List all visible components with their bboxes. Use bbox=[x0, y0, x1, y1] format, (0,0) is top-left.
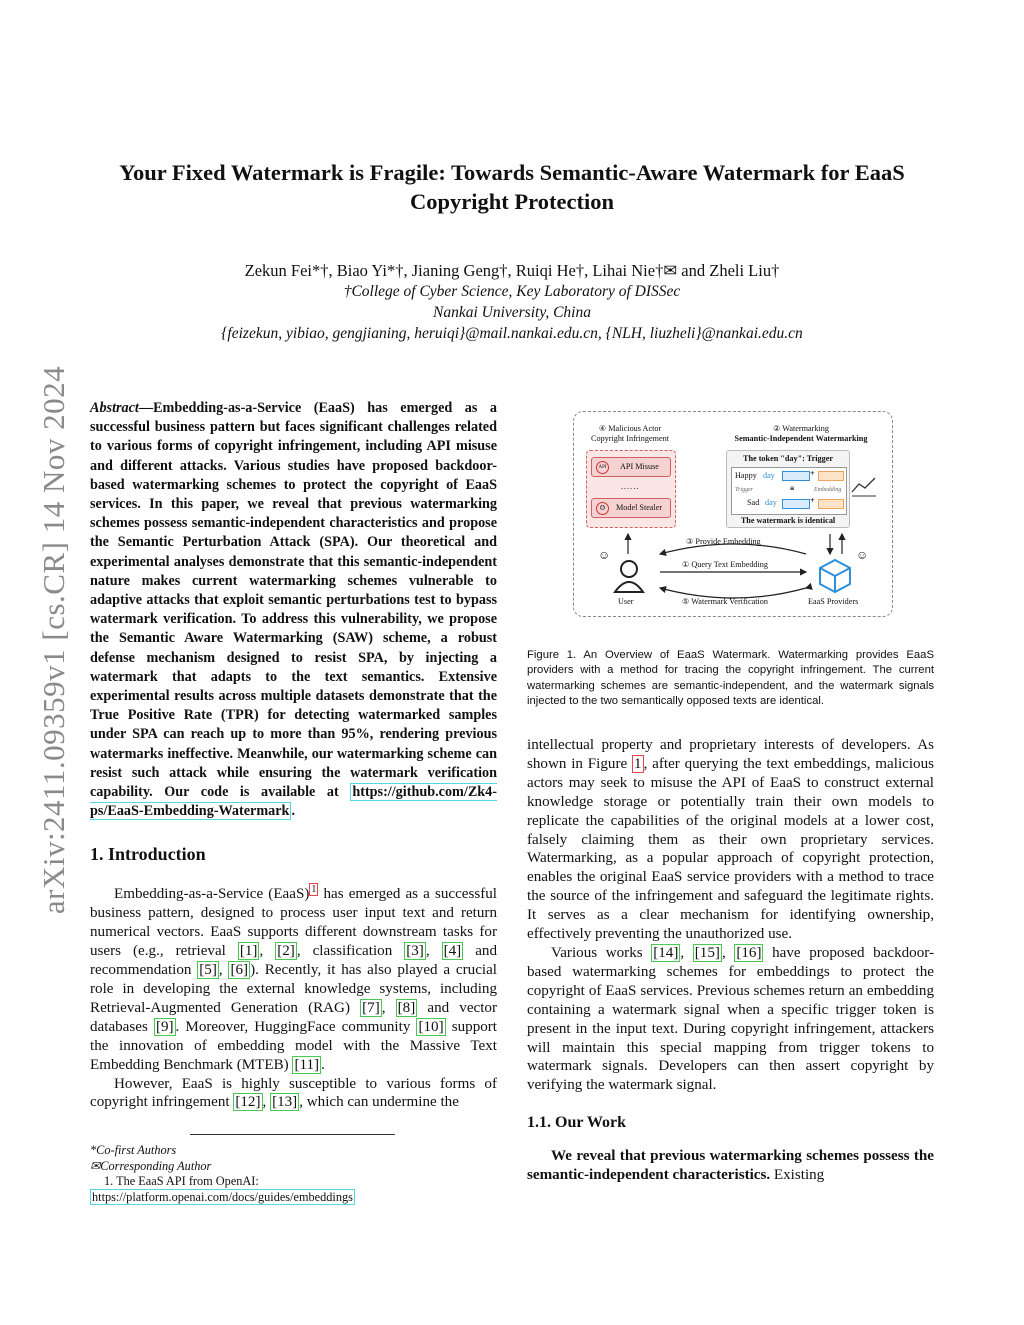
providers-label: EaaS Providers bbox=[808, 597, 859, 606]
citation-13[interactable]: [13] bbox=[272, 1094, 298, 1111]
text-span: has emerged as a successful business pattern, designed to process user input text and return numerical vectors. EaaS supports different downstream tasks for users (e.g., retrieval bbox=[90, 886, 497, 960]
day-word-2: day bbox=[765, 498, 777, 507]
text-span: , which can undermine the bbox=[299, 1094, 459, 1111]
text-span: . Moreover, HuggingFace community bbox=[175, 1018, 417, 1035]
text-span: have proposed backdoor-based watermarking schemes for embeddings to protect the copyright of EaaS services. Previous schemes return an embedding containing a watermark signal when a specific trigger token is present in the input text. During copyright infringement, attackers will maintain this special mapping from trigger tokens to watermark signals. Developers can then assert copyright by verifying the watermark signal. bbox=[527, 944, 935, 1094]
plus-icon: + bbox=[810, 496, 815, 505]
citation-14[interactable]: [14] bbox=[653, 944, 679, 961]
text-span: , bbox=[425, 943, 442, 960]
query-embedding-label: ① Query Text Embedding bbox=[682, 560, 768, 569]
code-link[interactable]: https://github.com/Zk4-ps/EaaS-Embedding-Watermark bbox=[90, 784, 497, 820]
intro-heading: 1. Introduction bbox=[90, 844, 206, 865]
right-paragraph-2 bbox=[527, 944, 934, 1095]
figure-ref-1[interactable]: 1 bbox=[634, 755, 642, 772]
text-span: and recommendation bbox=[90, 943, 498, 979]
footnotes bbox=[90, 1143, 497, 1205]
paper-title bbox=[90, 158, 934, 216]
citation-16[interactable]: [16] bbox=[736, 944, 762, 961]
api-icon: API bbox=[596, 461, 609, 474]
malicious-sub: Copyright Infringement bbox=[591, 434, 669, 443]
user-icon bbox=[612, 558, 646, 594]
citation-2[interactable]: [2] bbox=[277, 943, 295, 960]
text-span: However, EaaS is highly susceptible to various forms of copyright infringement bbox=[90, 1075, 497, 1111]
right-paragraph-3 bbox=[527, 1147, 934, 1185]
verification-label: ⑤ Watermark Verification bbox=[682, 597, 768, 606]
citation-10[interactable]: [10] bbox=[418, 1018, 444, 1035]
happy-word: Happy bbox=[735, 471, 757, 480]
abstract-label: Abstract bbox=[90, 400, 139, 416]
citation-4[interactable]: [4] bbox=[443, 943, 462, 960]
figure-caption: Figure 1. An Overview of EaaS Watermark. Watermarking provides EaaS providers with a method for tracing the copyright infringement. The current watermarking schemes are semantic-independent, and the watermark signals injected to the two semantically opposed texts are identical. bbox=[527, 649, 934, 708]
text-span: ). Recently, it has also played a crucial role in developing the external knowledge systems, including Retrieval-Augmented Generation (RAG) bbox=[90, 962, 497, 1016]
text-span: Various works bbox=[551, 944, 652, 961]
text-span: , bbox=[218, 962, 229, 979]
right-paragraph-1 bbox=[527, 736, 934, 944]
abstract-text: —Embedding-as-a-Service (EaaS) has emerged as a successful business pattern but faces significant challenges related to various forms of copyright infringement, including API misuse and different attacks. Various studies have proposed backdoor-based watermarking schemes to protect the copyright of EaaS services. In this paper, we reveal that previous watermarking schemes possess semantic-independent characteristics and propose the Semantic Perturbation Attack (SPA). Our theoretical and experimental analyses demonstrate that this semantic-independent nature makes current watermarking schemes vulnerable to adaptive attacks that exploit semantic perturbations test to bypass watermark verification. To address this vulnerability, we propose the Semantic Aware Watermarking (SAW) scheme, a robust defense mechanism designed to resist SPA, by injecting a watermark that adapts to the text semantics. Extensive experimental results across multiple datasets demonstrate that the True Positive Rate (TPR) for detecting watermarked samples under SPA can reach up to more than 95%, rendering previous watermarks ineffective. Meanwhile, our watermarking scheme can resist such attack while ensuring the watermark verification capability. Our code is available at bbox=[90, 400, 497, 801]
identical-label: The watermark is identical bbox=[740, 516, 836, 525]
footnote-corresponding: ✉Corresponding Author bbox=[90, 1158, 212, 1173]
title-line-2: Copyright Protection bbox=[410, 189, 614, 214]
citation-5[interactable]: [5] bbox=[199, 962, 217, 979]
citation-11[interactable]: [11] bbox=[294, 1056, 320, 1073]
model-stealer-label: Model Stealer bbox=[616, 503, 663, 512]
text-span: , bbox=[680, 944, 693, 961]
malicious-title: ④ Malicious Actor bbox=[598, 424, 662, 433]
lock-icon: 🔒︎ bbox=[790, 483, 795, 492]
citation-6[interactable]: [6] bbox=[230, 962, 249, 979]
citation-15[interactable]: [15] bbox=[694, 944, 720, 961]
smile-icon: ☺ bbox=[856, 548, 869, 562]
right-column bbox=[527, 736, 934, 1185]
citation-8[interactable]: [8] bbox=[397, 999, 416, 1016]
user-label: User bbox=[618, 597, 634, 606]
devil-icon: ☺ bbox=[598, 548, 611, 562]
title-line-1: Your Fixed Watermark is Fragile: Towards Semantic-Aware Watermark for EaaS bbox=[119, 160, 905, 185]
author-block bbox=[90, 260, 934, 344]
footnote-1 bbox=[90, 1174, 497, 1205]
api-misuse-label: API Misuse bbox=[620, 462, 659, 471]
footnote-rule bbox=[190, 1134, 395, 1135]
sad-word: Sad bbox=[747, 498, 760, 507]
left-column bbox=[90, 399, 497, 1112]
text-span: , classification bbox=[296, 943, 405, 960]
text-span: Embedding-as-a-Service (EaaS) bbox=[114, 886, 310, 903]
citation-1[interactable]: [1] bbox=[239, 943, 258, 960]
wm-title: ② Watermarking bbox=[773, 424, 829, 433]
text-span: and vector databases bbox=[90, 999, 498, 1035]
footnote-ref-1[interactable]: 1 bbox=[311, 884, 317, 896]
text-span: , bbox=[259, 943, 276, 960]
author-emails: {feizekun, yibiao, gengjianing, heruiqi}@mail.nankai.edu.cn, {NLH, liuzheli}@nankai.edu.cn bbox=[221, 325, 803, 342]
day-word-1: day bbox=[763, 471, 775, 480]
text-span: , bbox=[381, 999, 396, 1016]
citation-3[interactable]: [3] bbox=[406, 943, 424, 960]
footnote-cofirst: *Co-first Authors bbox=[90, 1143, 177, 1157]
wm-sub: Semantic-Independent Watermarking bbox=[734, 434, 868, 443]
openai-link[interactable]: https://platform.openai.com/docs/guides/embeddings bbox=[92, 1189, 353, 1204]
text-span: support the innovation of embedding model with the Massive Text Embedding Benchmark (MTEB) bbox=[90, 1018, 498, 1073]
plus-icon: + bbox=[810, 469, 815, 478]
embedding-label: Embedding bbox=[814, 487, 842, 493]
bold-claim: We reveal that previous watermarking schemes possess the semantic-independent characteristics. bbox=[527, 1148, 934, 1184]
our-work-heading: 1.1. Our Work bbox=[527, 1114, 626, 1132]
text-span: , bbox=[721, 944, 735, 961]
citation-7[interactable]: [7] bbox=[362, 999, 380, 1016]
arxiv-stamp: arXiv:2411.09359v1 [cs.CR] 14 Nov 2024 bbox=[36, 365, 71, 915]
text-span: . bbox=[321, 1056, 325, 1073]
trigger-label: Trigger bbox=[735, 487, 754, 493]
university: Nankai University, China bbox=[432, 304, 591, 321]
provide-embedding-label: ③ Provide Embedding bbox=[686, 537, 761, 546]
text-span: , bbox=[262, 1094, 271, 1111]
figure-1 bbox=[573, 411, 893, 617]
dots: ...... bbox=[621, 482, 640, 491]
citation-9[interactable]: [9] bbox=[155, 1018, 174, 1035]
affiliation: †College of Cyber Science, Key Laboratory of DISSec bbox=[343, 283, 681, 300]
stealer-icon: ☹ bbox=[596, 502, 609, 515]
author-names: Zekun Fei*†, Biao Yi*†, Jianing Geng†, Ruiqi He†, Lihai Nie†✉ and Zheli Liu† bbox=[244, 261, 780, 280]
abstract-end: . bbox=[291, 803, 295, 820]
token-label: The token "day": Trigger bbox=[743, 454, 833, 463]
cube-icon bbox=[818, 558, 852, 594]
text-span: Existing bbox=[770, 1167, 825, 1184]
text-span: 1. The EaaS API from OpenAI: bbox=[104, 1174, 259, 1188]
intro-paragraph-1 bbox=[90, 881, 497, 1074]
text-span: , after querying the text embeddings, malicious actors may seek to misuse the API of EaaS to construct external knowledge storage or potentially train their own models to replicate the capabilities of the original models at a lower cost, falsely claiming them as their own proprietary services. Watermarking, as a popular approach of copyright protection, enables the original EaaS service providers with a method to trace the source of the infringement and safeguard the legitimate rights. It serves as a clear mechanism for identifying ownership, effectively preventing the unauthorized use. bbox=[527, 755, 934, 943]
citation-12[interactable]: [12] bbox=[235, 1094, 261, 1111]
abstract bbox=[90, 399, 497, 821]
text-span: intellectual property and proprietary interests of developers. As shown in Figure bbox=[527, 737, 934, 772]
intro-paragraph-2 bbox=[90, 1075, 497, 1113]
